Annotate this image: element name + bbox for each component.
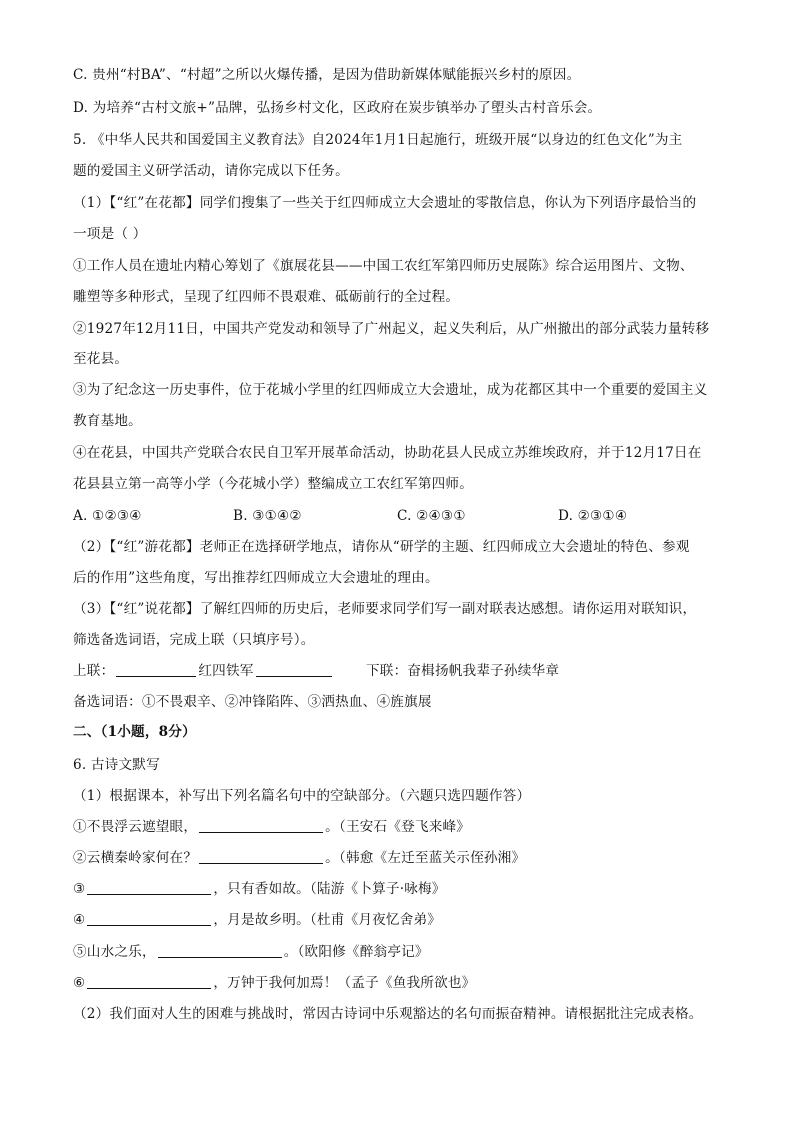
recite-line-5 — [73, 942, 723, 962]
q5-stem-line1: 5. 《中华人民共和国爱国主义教育法》自2024年1月1日起施行，班级开展“以身边的红色文化”为主 — [73, 132, 683, 148]
recite-blank-2[interactable] — [199, 849, 323, 864]
sentence-3-line1: ③为了纪念这一历史事件，位于花城小学里的红四师成立大会遗址，成为花都区其中一个重要的爱国主义 — [73, 382, 708, 398]
candidate-words: 备选词语：①不畏艰辛、②冲锋陷阵、③洒热血、④旌旗展 — [73, 694, 432, 710]
choice-a[interactable]: A. ①②③④ — [73, 508, 142, 524]
sentence-4-line1: ④在花县，中国共产党联合农民自卫军开展革命活动，协助花县人民成立苏维埃政府，并于12月17日在 — [73, 445, 702, 461]
choice-d[interactable]: D. ②③①④ — [558, 508, 628, 524]
q5-part3-line2: 筛选备选词语，完成上联（只填序号）。 — [73, 632, 315, 648]
q5-part1-line1: （1）【“红”在花都】同学们搜集了一些关于红四师成立大会遗址的零散信息，你认为下列语序最恰当的 — [73, 195, 697, 211]
recite-4-prefix: ④ — [73, 912, 86, 928]
upper-couplet-label: 上联： — [73, 663, 115, 679]
q6-title: 6. 古诗文默写 — [73, 757, 160, 773]
recite-5-prefix: ⑤山水之乐， — [73, 944, 156, 960]
upper-blank-1[interactable] — [116, 662, 196, 677]
recite-6-suffix: ，万钟于我何加焉！（孟子《鱼我所欲也》 — [213, 975, 476, 991]
q5-part2-line2: 后的作用”这些角度，写出推荐红四师成立大会遗址的理由。 — [73, 570, 439, 586]
recite-1-prefix: ①不畏浮云遮望眼， — [73, 819, 198, 835]
recite-line-4 — [73, 910, 723, 930]
recite-blank-6[interactable] — [87, 974, 211, 989]
recite-line-2 — [73, 848, 723, 868]
recite-1-suffix: 。（王安石《登飞来峰》 — [325, 819, 471, 835]
q5-part3-line1: （3）【“红”说花都】了解红四师的历史后，老师要求同学们写一副对联表达感想。请你运用对联知识， — [73, 601, 697, 617]
q6-part2: （2）我们面对人生的困难与挑战时，常因古诗词中乐观豁达的名句而振奋精神。请根据批注完成表格。 — [73, 1006, 703, 1022]
recite-2-prefix: ②云横秦岭家何在？ — [73, 850, 198, 866]
recite-4-suffix: ，月是故乡明。（杜甫《月夜忆舍弟》 — [213, 912, 442, 928]
choice-b[interactable]: B. ③①④② — [233, 508, 302, 524]
sentence-2-line2: 至花县。 — [73, 351, 129, 367]
sentence-4-line2: 花县县立第一高等小学（今花城小学）整编成立工农红军第四师。 — [73, 476, 474, 492]
recite-3-prefix: ③ — [73, 881, 86, 897]
recite-blank-5[interactable] — [158, 943, 282, 958]
q6-part1: （1）根据课本，补写出下列名篇名句中的空缺部分。（六题只选四题作答） — [73, 788, 531, 804]
lower-couplet: 下联：奋楫扬帆我辈子孙续华章 — [366, 663, 560, 679]
recite-blank-3[interactable] — [87, 880, 211, 895]
q4-option-d: D. 为培养“古村文旅+”品牌，弘扬乡村文化，区政府在炭步镇举办了塱头古村音乐会。 — [73, 100, 602, 116]
recite-blank-4[interactable] — [87, 911, 211, 926]
recite-5-suffix: 。（欧阳修《醉翁亭记》 — [283, 944, 429, 960]
recite-line-1 — [73, 817, 723, 837]
q4-option-c: C. 贵州“村BA”、“村超”之所以火爆传播，是因为借助新媒体赋能振兴乡村的原因。 — [73, 67, 581, 83]
recite-line-3 — [73, 879, 723, 899]
recite-line-6 — [73, 973, 723, 993]
sentence-3-line2: 教育基地。 — [73, 413, 142, 429]
upper-couplet-middle: 红四铁军 — [198, 663, 254, 679]
upper-blank-2[interactable] — [256, 662, 332, 677]
sentence-1-line1: ①工作人员在遗址内精心筹划了《旗展花县——中国工农红军第四师历史展陈》综合运用图片、文物、 — [73, 258, 694, 274]
recite-blank-1[interactable] — [199, 818, 323, 833]
recite-3-suffix: ，只有香如故。（陆游《卜算子·咏梅》 — [213, 881, 446, 897]
recite-2-suffix: 。（韩愈《左迁至蓝关示侄孙湘》 — [325, 850, 526, 866]
recite-6-prefix: ⑥ — [73, 975, 86, 991]
choice-c[interactable]: C. ②④③① — [397, 508, 466, 524]
sentence-2-line1: ②1927年12月11日，中国共产党发动和领导了广州起义，起义失利后，从广州撤出的部分武装力量转移 — [73, 321, 710, 337]
sentence-1-line2: 雕塑等多种形式，呈现了红四师不畏艰难、砥砺前行的全过程。 — [73, 289, 460, 305]
section-2-heading: 二、（1小题，8分） — [73, 724, 196, 740]
q5-part1-line2: 一项是（ ） — [73, 226, 147, 242]
q5-stem-line2: 题的爱国主义研学活动，请你完成以下任务。 — [73, 163, 349, 179]
q5-part2-line1: （2）【“红”游花都】老师正在选择研学地点，请你从“研学的主题、红四师成立大会遗址的特色、参观 — [73, 539, 690, 555]
couplet-line — [73, 661, 723, 681]
